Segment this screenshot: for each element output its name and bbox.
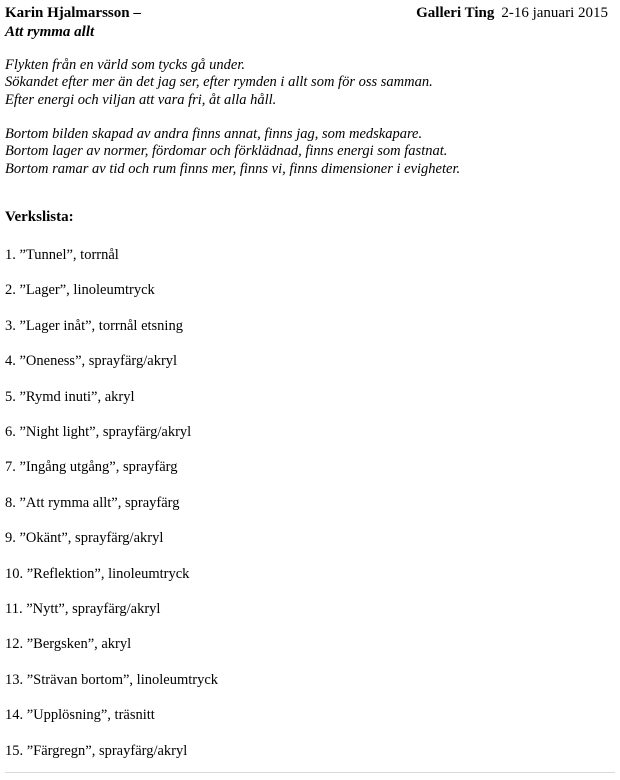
poem-line: Bortom bilden skapad av andra finns annat, finns jag, som medskapare. xyxy=(5,126,423,143)
footer-divider xyxy=(5,772,615,773)
work-list-item: 15. ”Färgregn”, sprayfärg/akryl xyxy=(5,742,188,759)
work-list-item: 11. ”Nytt”, sprayfärg/akryl xyxy=(5,600,161,617)
work-list-item: 8. ”Att rymma allt”, sprayfärg xyxy=(5,494,180,511)
poem-line: Bortom ramar av tid och rum finns mer, finns vi, finns dimensioner i evigheter. xyxy=(5,160,461,177)
work-list-item: 1. ”Tunnel”, torrnål xyxy=(5,247,119,264)
work-list-item: 14. ”Upplösning”, träsnitt xyxy=(5,707,155,724)
poem-line: Efter energi och viljan att vara fri, åt alla håll. xyxy=(5,91,277,108)
work-list-item: 13. ”Strävan bortom”, linoleumtryck xyxy=(5,671,219,688)
poem-stanza-2 xyxy=(5,126,615,178)
work-list-item: 5. ”Rymd inuti”, akryl xyxy=(5,388,135,405)
works-list-heading: Verkslista: xyxy=(5,209,74,226)
poem-stanza-1 xyxy=(5,57,615,109)
work-list-item: 3. ”Lager inåt”, torrnål etsning xyxy=(5,317,183,334)
work-list-item: 2. ”Lager”, linoleumtryck xyxy=(5,282,155,299)
works-list xyxy=(5,247,615,778)
work-list-item: 12. ”Bergsken”, akryl xyxy=(5,636,132,653)
header-right-block xyxy=(416,4,608,23)
header-left-block xyxy=(5,4,141,42)
document-header xyxy=(5,0,615,48)
poem-line: Sökandet efter mer än det jag ser, efter rymden i allt som för oss samman. xyxy=(5,74,433,91)
poem-line: Flykten från en värld som tycks gå under. xyxy=(5,57,246,73)
work-list-item: 9. ”Okänt”, sprayfärg/akryl xyxy=(5,530,164,547)
poem-line: Bortom lager av normer, fördomar och förklädnad, finns energi som fastnat. xyxy=(5,143,448,160)
exhibition-title: Att rymma allt xyxy=(5,24,95,40)
artist-name: Karin Hjalmarsson – xyxy=(5,5,141,21)
work-list-item: 10. ”Reflektion”, linoleumtryck xyxy=(5,565,190,582)
work-list-item: 6. ”Night light”, sprayfärg/akryl xyxy=(5,424,192,441)
poem-block xyxy=(5,57,615,178)
gallery-name: Galleri Ting xyxy=(416,5,495,21)
work-list-item: 7. ”Ingång utgång”, sprayfärg xyxy=(5,459,178,476)
exhibition-dates: 2-16 januari 2015 xyxy=(501,5,608,21)
work-list-item: 4. ”Oneness”, sprayfärg/akryl xyxy=(5,353,178,370)
